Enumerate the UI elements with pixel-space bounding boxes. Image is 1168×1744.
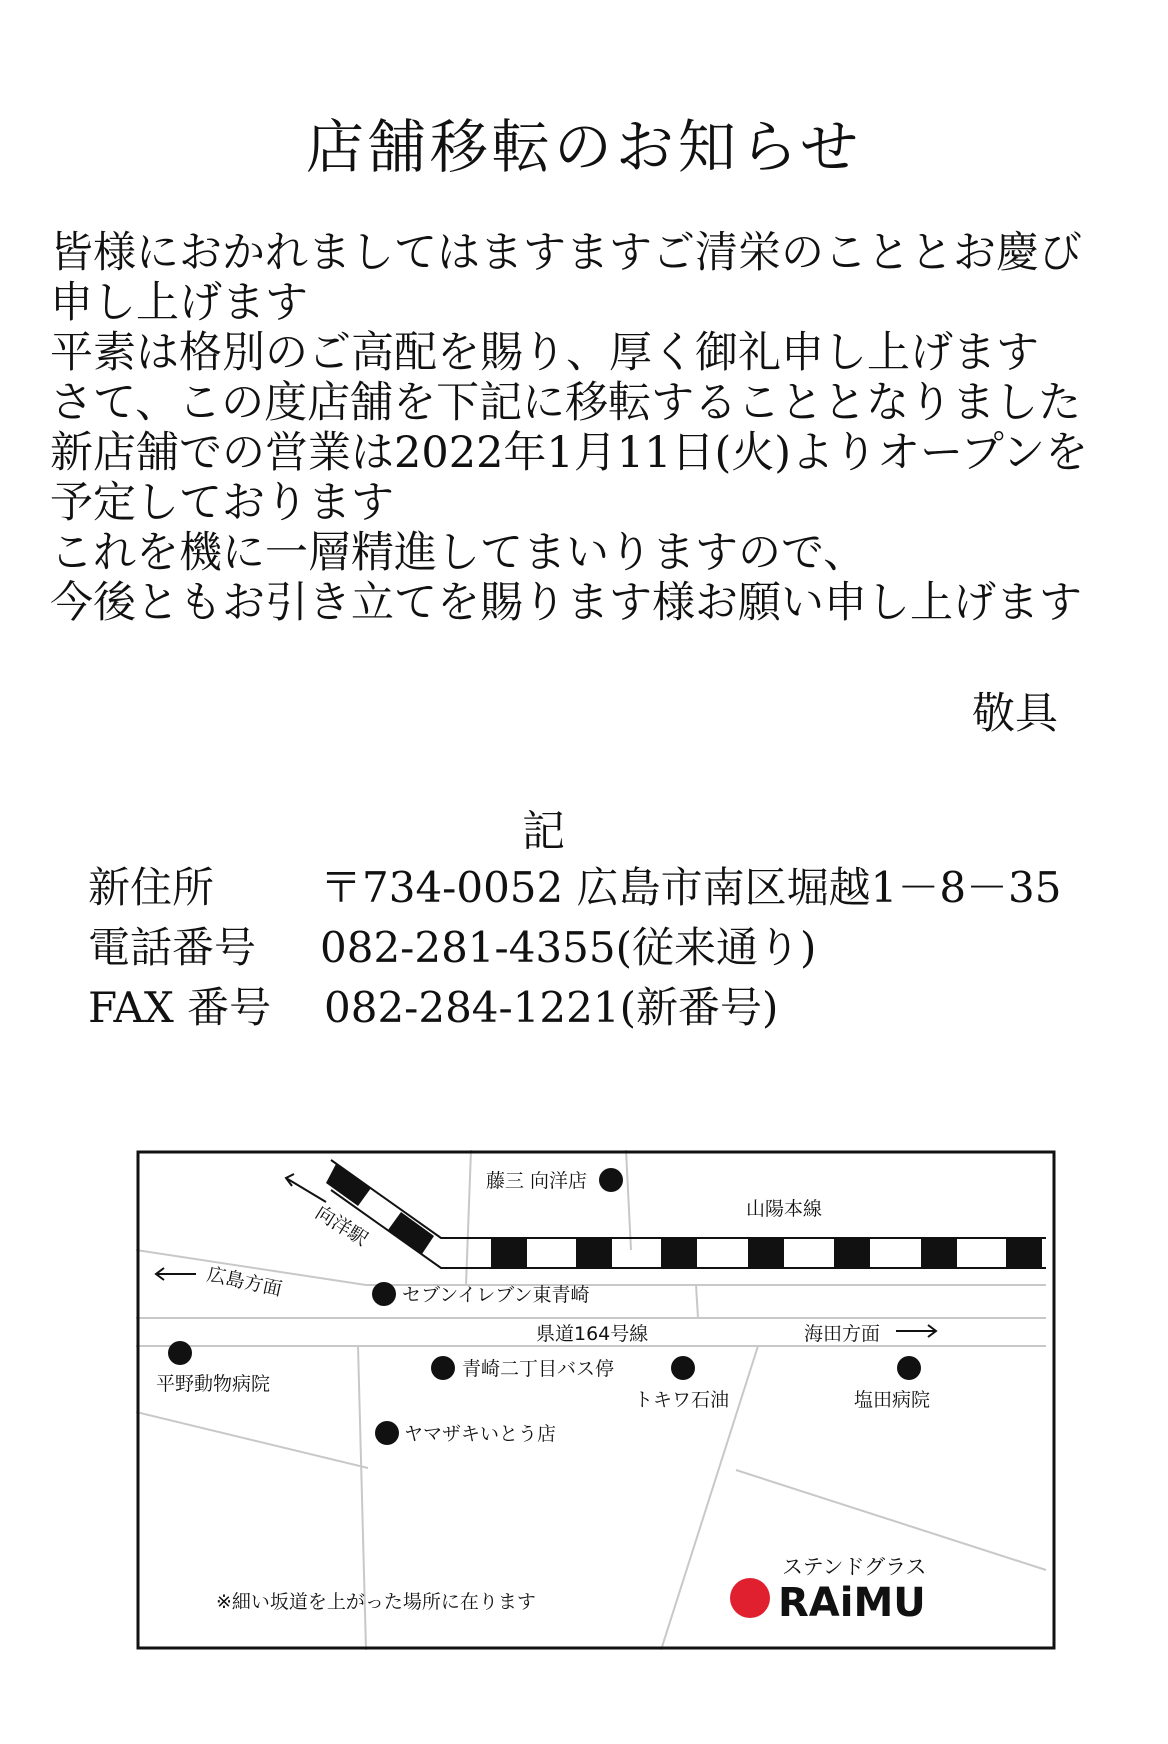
- ki-heading: 記: [522, 807, 565, 857]
- label-sanyo-line: 山陽本線: [746, 1198, 823, 1220]
- dot-shiota-hospital: [897, 1356, 921, 1380]
- label-koyo-station: 向洋駅: [311, 1201, 372, 1251]
- phone-value: 082-281-4355(従来通り): [320, 923, 817, 972]
- fax-label: FAX 番号: [88, 983, 272, 1032]
- dot-tokiwa: [671, 1356, 695, 1380]
- label-aosaki-bus: 青崎二丁目バス停: [462, 1358, 615, 1380]
- dot-hirano-vet: [168, 1341, 192, 1365]
- body-line: これを機に一層精進してまいりますので、: [50, 528, 867, 578]
- label-hiroshima-dir: 広島方面: [204, 1263, 284, 1301]
- label-note: ※細い坂道を上がった場所に在ります: [216, 1591, 536, 1613]
- access-map: [136, 1150, 1056, 1650]
- fax-value: 082-284-1221(新番号): [324, 983, 779, 1032]
- address-value: 〒734-0052 広島市南区堀越1－8－35: [320, 863, 1062, 912]
- label-tokiwa: トキワ石油: [634, 1389, 730, 1411]
- arrow-koyo: [286, 1178, 326, 1202]
- brand-sub: ステンドグラス: [782, 1555, 927, 1579]
- label-seven-eleven: セブンイレブン東青崎: [402, 1284, 590, 1306]
- dot-aosaki-bus: [431, 1356, 455, 1380]
- body-line: 平素は格別のご高配を賜り、厚く御礼申し上げます: [50, 328, 1039, 378]
- brand-name: RAiMU: [778, 1580, 926, 1626]
- phone-row: [88, 918, 1061, 978]
- body-line: 皆様におかれましてはますますご清栄のこととお慶び: [50, 228, 1082, 278]
- notice-body: [50, 228, 1140, 628]
- closing-keigu: 敬具: [972, 689, 1058, 739]
- railway-sanyo-line: [326, 1160, 1046, 1268]
- address-row: [88, 858, 1061, 918]
- label-yamazaki: ヤマザキいとう店: [404, 1423, 557, 1445]
- fax-row: [88, 978, 1061, 1038]
- label-fujisan: 藤三 向洋店: [486, 1170, 588, 1192]
- phone-label: 電話番号: [88, 923, 257, 972]
- body-line: 今後ともお引き立てを賜ります様お願い申し上げます: [50, 578, 1082, 628]
- address-label: 新住所: [88, 863, 215, 912]
- body-line: 申し上げます: [50, 278, 308, 328]
- dot-seven-eleven: [372, 1282, 396, 1306]
- label-route-164: 県道164号線: [536, 1323, 649, 1345]
- label-hirano-vet: 平野動物病院: [156, 1373, 271, 1395]
- dot-raimu: [730, 1578, 770, 1618]
- body-line: 予定しております: [50, 478, 394, 528]
- label-shiota-hospital: 塩田病院: [854, 1389, 931, 1411]
- dot-fujisan: [599, 1168, 623, 1192]
- body-line: 新店舗での営業は2022年1月11日(火)よりオープンを: [50, 428, 1089, 478]
- page-title: 店舗移転のお知らせ: [305, 113, 863, 181]
- dot-yamazaki: [375, 1421, 399, 1445]
- body-line: さて、この度店舗を下記に移転することとなりました: [50, 378, 1082, 428]
- store-info: [88, 858, 1061, 1038]
- label-kaita-dir: 海田方面: [804, 1323, 881, 1345]
